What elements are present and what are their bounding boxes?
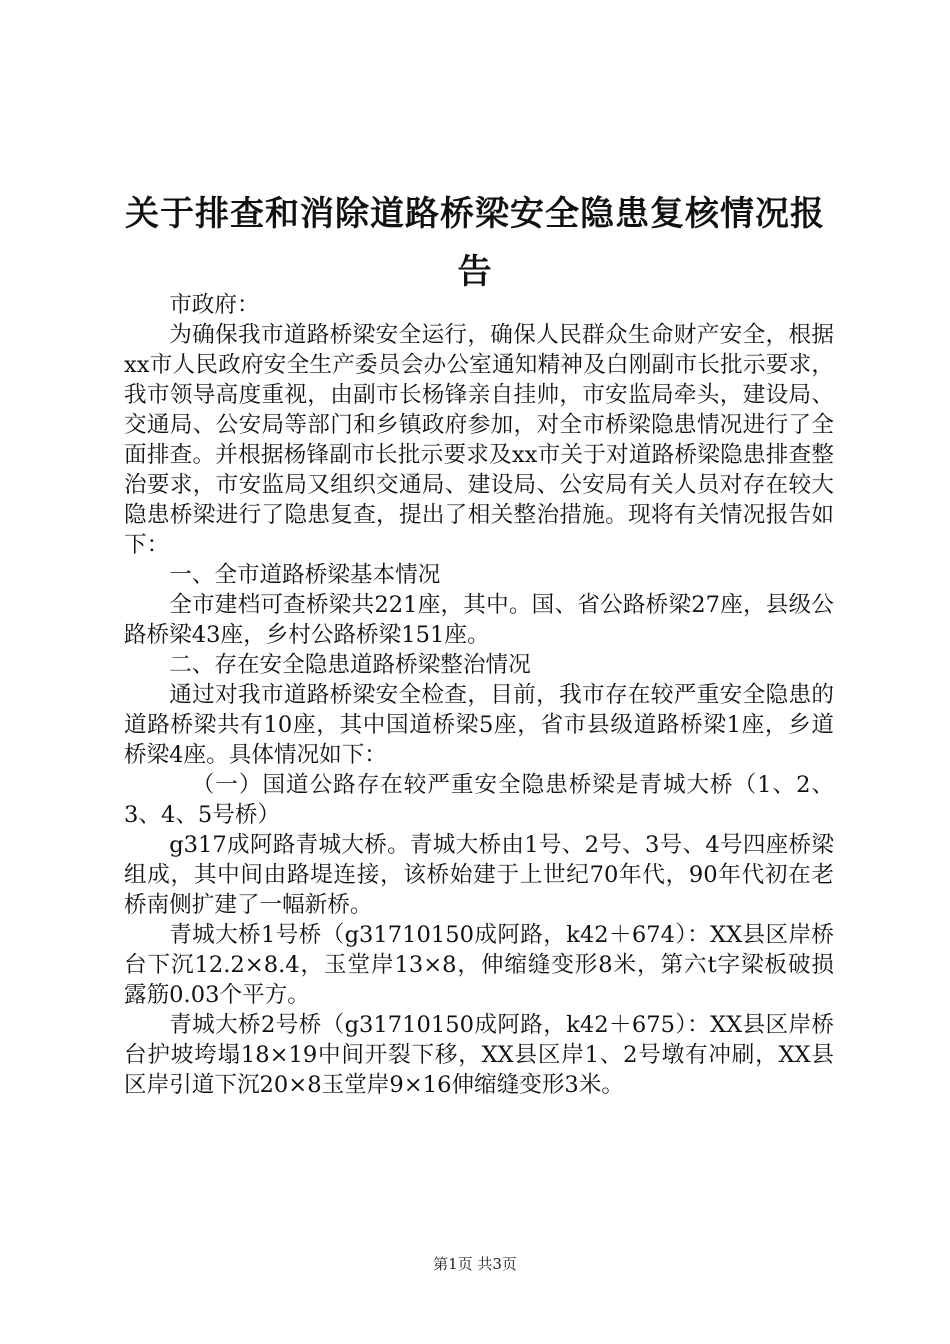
section-heading-2: 二、存在安全隐患道路桥梁整治情况 (169, 652, 531, 678)
paragraph-hazard-summary: 通过对我市道路桥梁安全检查，目前，我市存在较严重安全隐患的道路桥梁共有10座，其中国道桥梁5座，省市县级道路桥梁1座，乡道桥梁4座。具体情况如下： (124, 682, 834, 768)
paragraph-bridge-no1: 青城大桥1号桥（g31710150成阿路，k42＋674）：XX县区岸桥台下沉12.2×8.4，玉堂岸13×8，伸缩缝变形8米，第六t字梁板破损露筋0.03个平方。 (124, 922, 834, 1008)
paragraph-bridge-no2: 青城大桥2号桥（g31710150成阿路，k42＋675）：XX县区岸桥台护坡垮塌18×19中间开裂下移，XX县区岸1、2号墩有冲刷，XX县区岸引道下沉20×8玉堂岸9×16伸缩缝变形3米。 (124, 1012, 834, 1098)
page-footer: 第1页 共3页 (433, 1255, 517, 1273)
document-body (124, 290, 834, 1100)
paragraph-intro: 为确保我市道路桥梁安全运行，确保人民群众生命财产安全，根据xx市人民政府安全生产委员会办公室通知精神及白刚副市长批示要求，我市领导高度重视，由副市长杨锋亲自挂帅，市安监局牵头，建设局、交通局、公安局等部门和乡镇政府参加，对全市桥梁隐患情况进行了全面排查。并根据杨锋副市长批示要求及xx市关于对道路桥梁隐患排查整治要求，市安监局又组织交通局、建设局、公安局有关人员对存在较大隐患桥梁进行了隐患复查，提出了相关整治措施。现将有关情况报告如下： (124, 322, 834, 558)
addressee: 市政府： (169, 292, 260, 318)
paragraph-bridge-count: 全市建档可查桥梁共221座，其中。国、省公路桥梁27座，县级公路桥梁43座，乡村公路桥梁151座。 (124, 592, 834, 648)
subsection-heading-1: （一）国道公路存在较严重安全隐患桥梁是青城大桥（1、2、3、4、5号桥） (124, 772, 834, 828)
document-title-line2: 告 (457, 252, 493, 292)
section-heading-1: 一、全市道路桥梁基本情况 (169, 562, 441, 588)
paragraph-qingcheng-bridge: g317成阿路青城大桥。青城大桥由1号、2号、3号、4号四座桥梁组成，其中间由路堤连接，该桥始建于上世纪70年代，90年代初在老桥南侧扩建了一幅新桥。 (124, 832, 834, 918)
document-title-line1: 关于排查和消除道路桥梁安全隐患复核情况报 (125, 194, 825, 234)
